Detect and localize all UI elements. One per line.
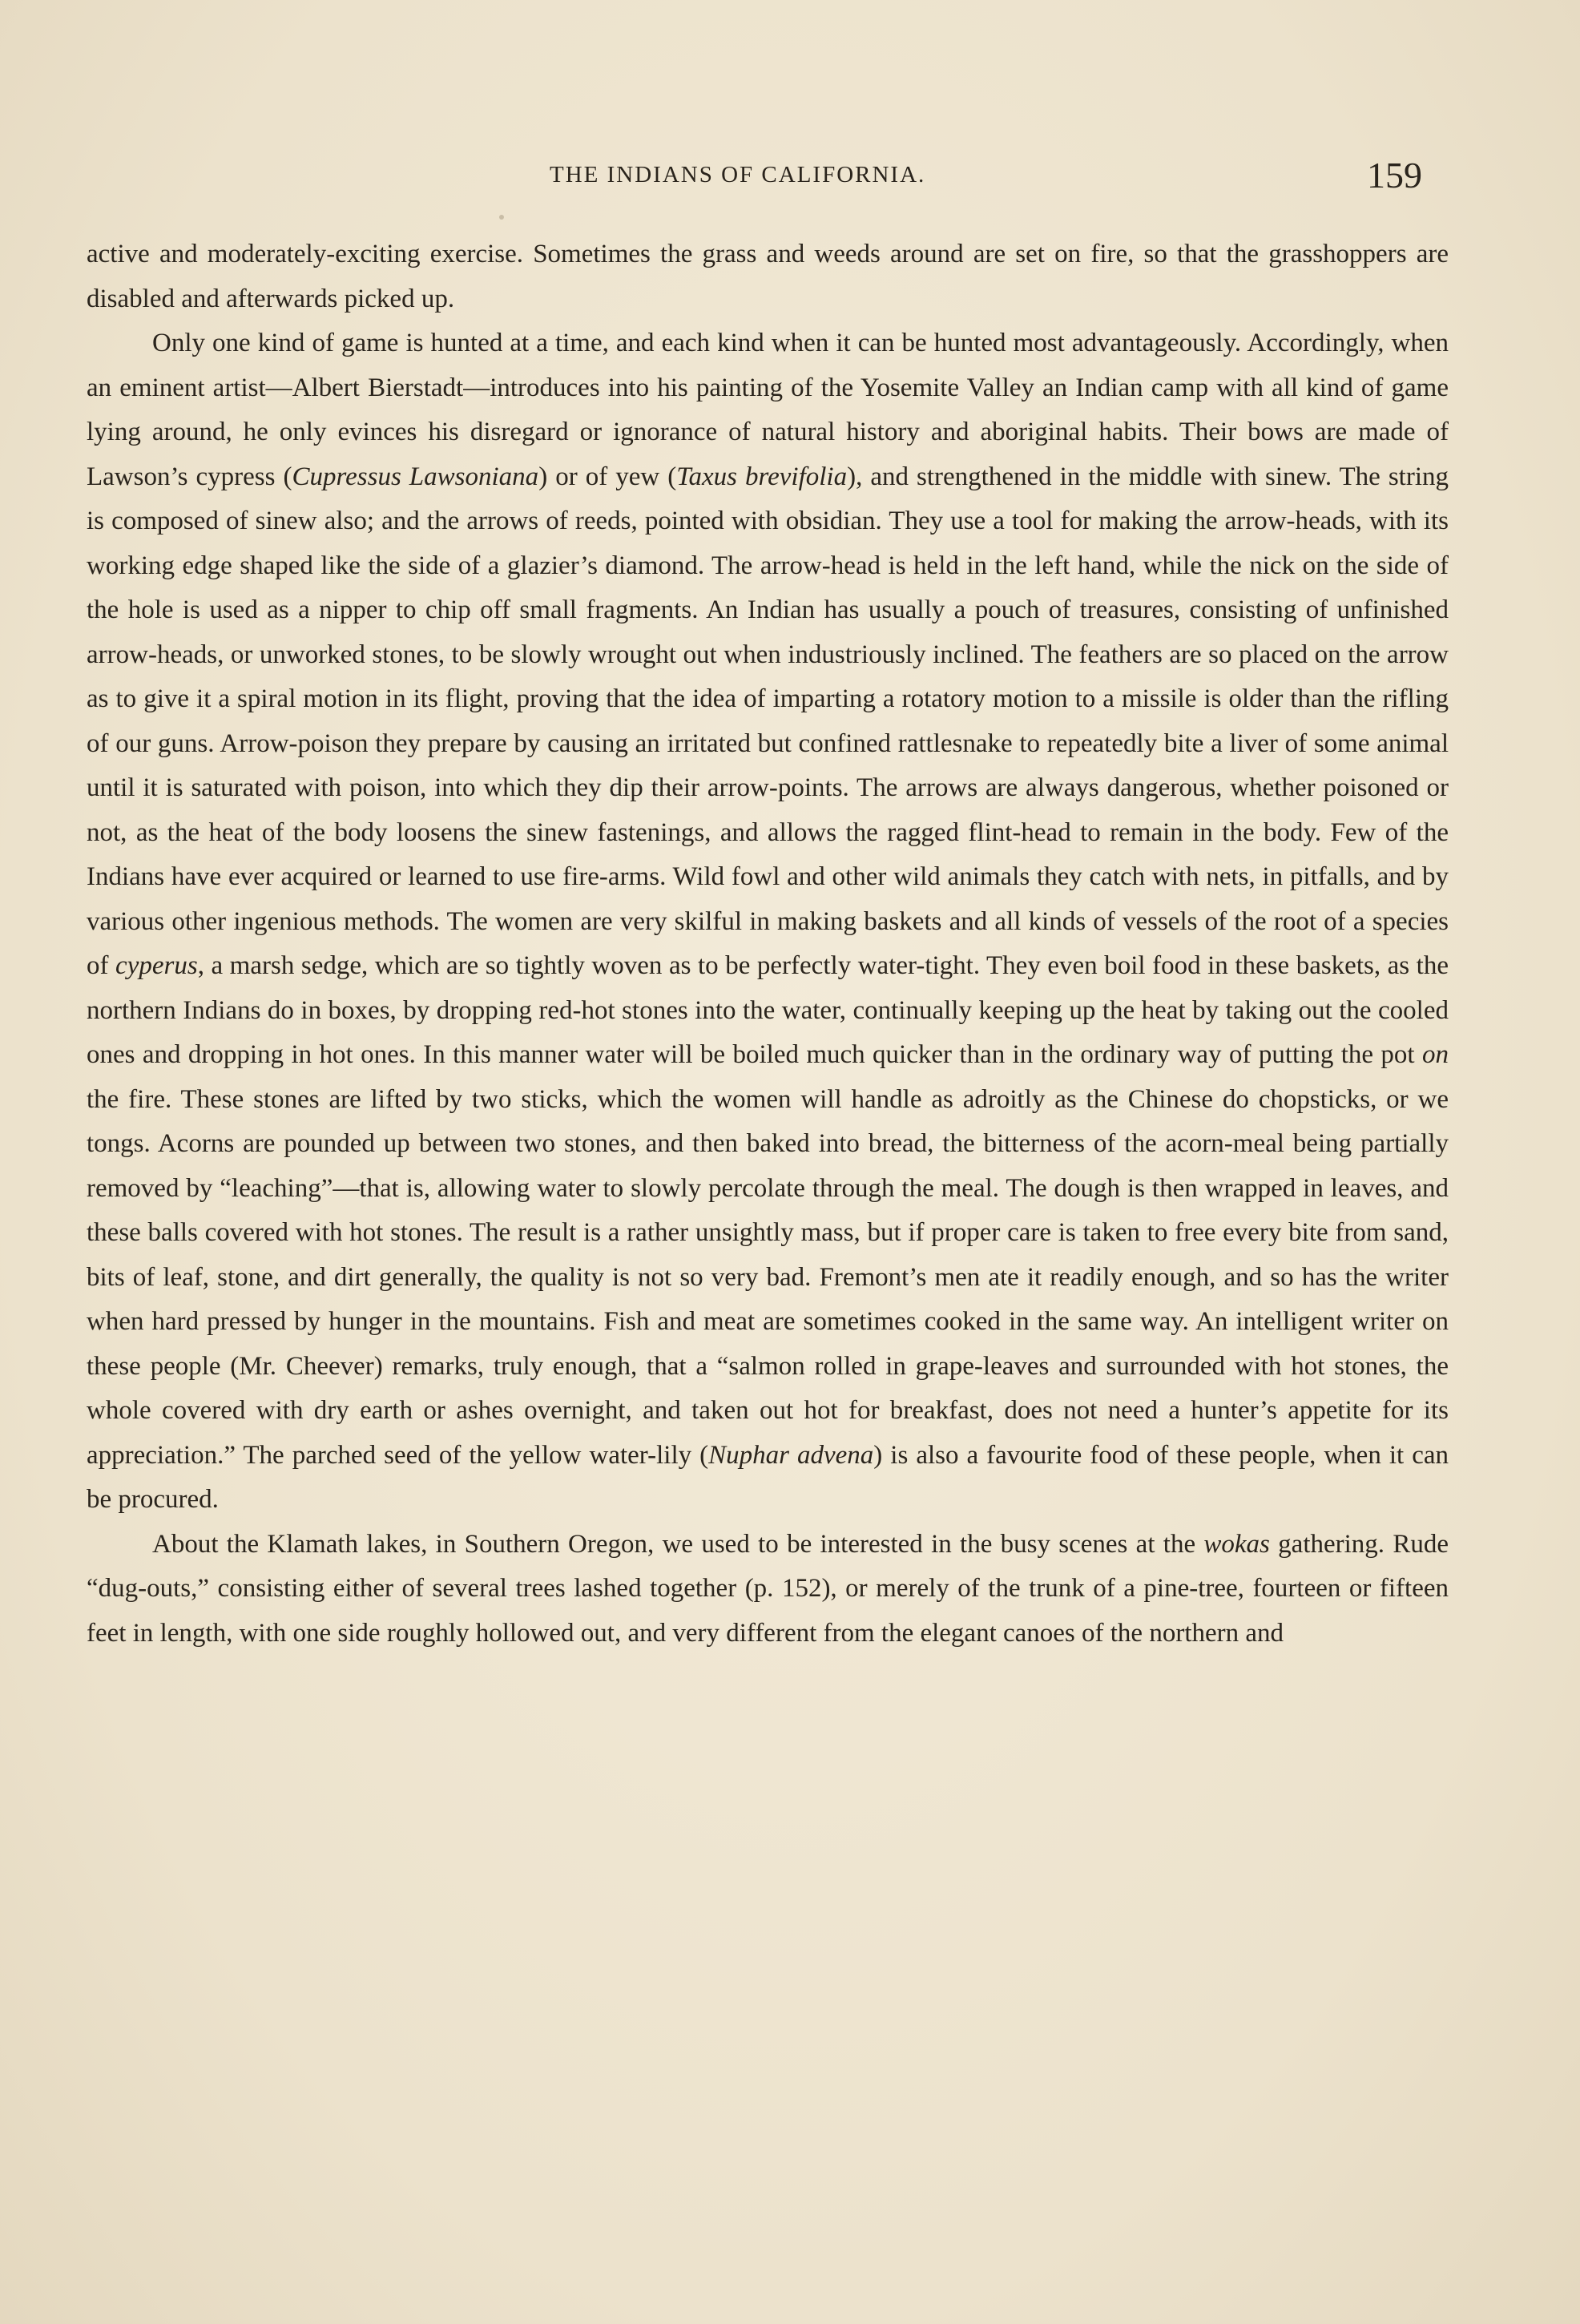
species-name: Taxus brevifolia — [676, 462, 848, 491]
emphasis-word: on — [1422, 1040, 1449, 1069]
native-term: wokas — [1203, 1529, 1270, 1559]
text-run: About the Klamath lakes, in Southern Oregon, we used to be interested in the busy scenes at the — [152, 1529, 1204, 1559]
genus-name: cyperus — [115, 951, 198, 980]
text-run: ), and strengthened in the middle with sinew. The string is composed of sinew also; and the arrows of reeds, pointed with obsidian. They use a tool for making the arrow-heads, with its working edge shaped like the side of a glazier’s diamond. The arrow-head is held in the left hand, while the nick on the side of the hole is used as a nipper to chip off small fragments. An Indian has usually a pouch of treasures, consisting of unfinished arrow-heads, or unworked stones, to be slowly wrought out when industriously inclined. The feathers are so placed on the arrow as to give it a spiral motion in its flight, proving that the idea of imparting a rotatory motion to a missile is older than the rifling of our guns. Arrow-poison they prepare by causing an irritated but confined rattlesnake to repeatedly bite a liver of some animal until it is saturated with poison, into which they dip their arrow-points. The arrows are always dangerous, whether poisoned or not, as the heat of the body loosens the sinew fastenings, and allows the ragged flint-head to remain in the body. Few of the Indians have ever acquired or learned to use fire-arms. Wild fowl and other wild animals they catch with nets, in pitfalls, and by various other ingenious methods. The women are very skilful in making baskets and all kinds of vessels of the root of a species of — [87, 462, 1449, 980]
text-run: ) or of yew ( — [538, 462, 677, 491]
body-text — [87, 232, 1449, 1656]
text-run: gathering. Rude “dug-outs,” consisting either of several trees lashed together (p. 152), or merely of the trunk of a pine-tree, fourteen or fifteen feet in length, with one side roughly hollowed out, and very different from the elegant canoes of the northern and — [87, 1529, 1449, 1648]
text-run: , a marsh sedge, which are so tightly woven as to be perfectly water-tight. They even boil food in these baskets, as the northern Indians do in boxes, by dropping red-hot stones into the water, continually keeping up the heat by taking out the cooled ones and dropping in hot ones. In this manner water will be boiled much quicker than in the ordinary way of putting the pot — [87, 951, 1449, 1069]
text-run: ) is also a favourite food of these people, when it can be procured. — [87, 1440, 1449, 1514]
text-run: the fire. These stones are lifted by two sticks, which the women will handle as adroitly as the Chinese do chopsticks, or we tongs. Acorns are pounded up between two stones, and then baked into bread, the bitterness of the acorn-meal being partially removed by “leaching”—that is, allowing water to slowly percolate through the meal. The dough is then wrapped in leaves, and these balls covered with hot stones. The result is a rather unsightly mass, but if proper care is taken to free every bite from sand, bits of leaf, stone, and dirt generally, the quality is not so very bad. Fremont’s men ate it readily enough, and so has the writer when hard pressed by hunger in the mountains. Fish and meat are sometimes cooked in the same way. An intelligent writer on these people (Mr. Cheever) remarks, truly enough, that a “salmon rolled in grape-leaves and surrounded with hot stones, the whole covered with dry earth or ashes overnight, and taken out hot for breakfast, does not need a hunter’s appetite for its appreciation.” The parched seed of the yellow water-lily ( — [87, 1084, 1449, 1470]
text-run: active and moderately-exciting exercise. Sometimes the grass and weeds around are set on fire, so that the grasshoppers are disabled and afterwards picked up. — [87, 240, 1449, 313]
running-head — [0, 154, 1580, 202]
page-number: 159 — [1367, 155, 1422, 196]
running-head-title: THE INDIANS OF CALIFORNIA. — [550, 162, 926, 188]
species-name: Cupressus Lawsoniana — [292, 462, 539, 491]
paragraph-2 — [87, 321, 1449, 1523]
paragraph-1 — [87, 232, 1449, 321]
species-name: Nuphar advena — [708, 1440, 874, 1470]
paragraph-3 — [87, 1523, 1449, 1656]
text-run: Only one kind of game is hunted at a time, and each kind when it can be hunted most advantageously. Accordingly, when an eminent artist—Albert Bierstadt—introduces into his painting of the Yosemite Valley an Indian camp with all kind of game lying around, he only evinces his disregard or ignorance of natural history and aboriginal habits. Their bows are made of Lawson’s cypress ( — [87, 329, 1449, 491]
ink-speck — [499, 215, 504, 220]
